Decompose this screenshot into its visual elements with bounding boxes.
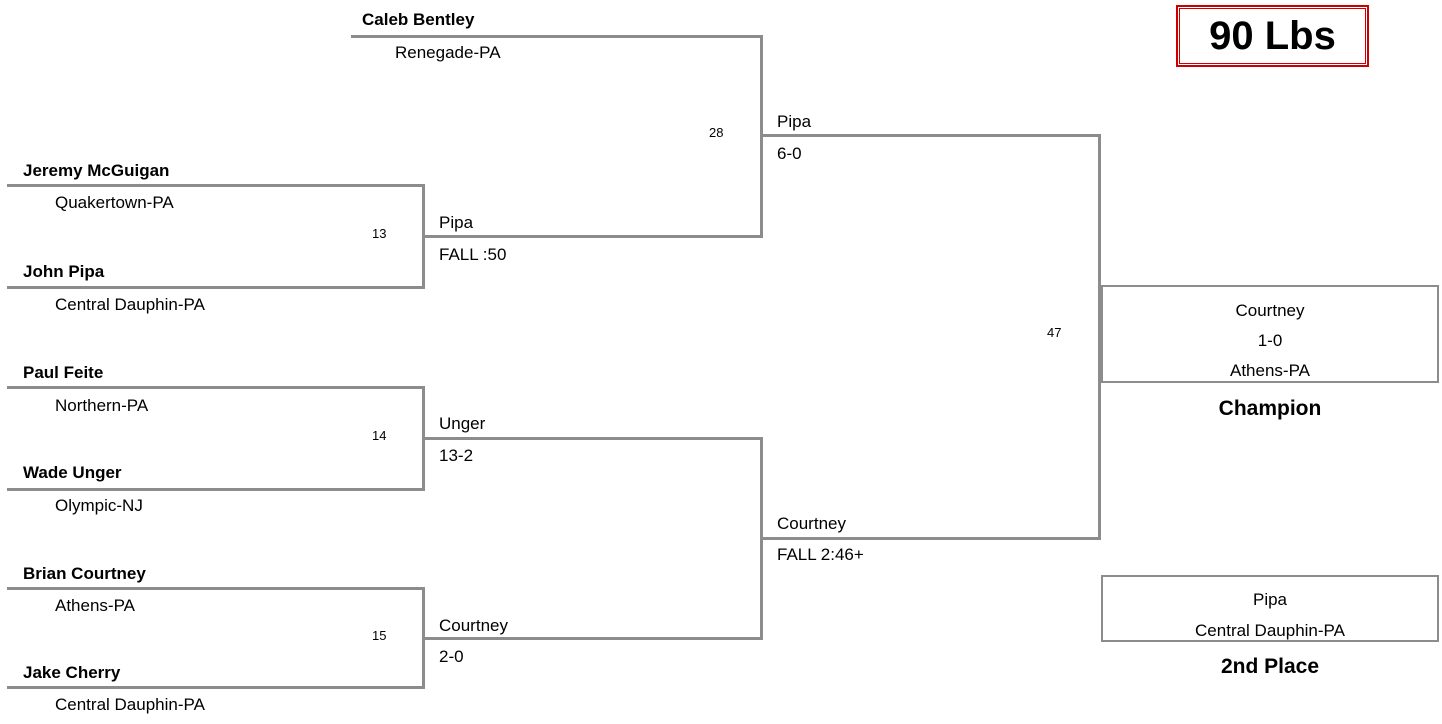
bout-number: 15 [372,628,387,643]
bracket-line [7,686,425,689]
weight-class-label: 90 Lbs [1179,8,1366,64]
competitor-team: Athens-PA [55,596,136,615]
bout-winner: Courtney [439,616,508,635]
competitor-name: Brian Courtney [23,564,146,583]
competitor-team: Northern-PA [55,396,149,415]
bracket-line [7,488,425,491]
bout-number: 14 [372,428,387,443]
champion-name: Courtney [1235,301,1305,320]
second-place-box [1101,575,1439,642]
champion-team: Athens-PA [1229,361,1310,380]
champion-box [1101,285,1439,383]
bout-number: 28 [709,125,724,140]
competitor-name: Jake Cherry [23,663,121,682]
second-place-team: Central Dauphin-PA [1195,621,1345,640]
bout-number: 13 [372,226,387,241]
bracket-line [425,637,763,640]
bracket-line [763,537,1101,540]
second-place-name: Pipa [1252,590,1288,609]
champion-label: Champion [1218,397,1322,420]
champion-result: 1-0 [1257,331,1283,350]
competitor-name: Paul Feite [23,363,104,382]
weight-class-badge [1176,5,1369,67]
bout-result: 13-2 [439,446,474,465]
bout-winner: Courtney [777,514,846,533]
bracket-line [763,134,1101,137]
bout-result: 6-0 [777,144,802,163]
bout-result: FALL 2:46+ [777,545,864,564]
bracket-line [351,35,763,38]
competitor-name: John Pipa [23,262,105,281]
bracket-line [7,184,425,187]
competitor-team: Central Dauphin-PA [55,695,205,714]
competitor-name: Caleb Bentley [362,10,475,29]
bout-result: FALL :50 [439,245,507,264]
bracket-line [425,235,763,238]
bracket-line [7,587,425,590]
bracket-line [7,386,425,389]
competitor-name: Wade Unger [23,463,122,482]
bout-result: 2-0 [439,647,464,666]
bout-winner: Unger [439,414,486,433]
second-place-label: 2nd Place [1220,655,1320,678]
competitor-team: Renegade-PA [395,43,501,62]
competitor-team: Central Dauphin-PA [55,295,205,314]
bout-winner: Pipa [439,213,474,232]
bout-number: 47 [1047,325,1062,340]
bracket-line [7,286,425,289]
competitor-name: Jeremy McGuigan [23,161,170,180]
bracket-line [425,437,763,440]
competitor-team: Olympic-NJ [55,496,143,515]
competitor-team: Quakertown-PA [55,193,174,212]
bout-winner: Pipa [777,112,812,131]
